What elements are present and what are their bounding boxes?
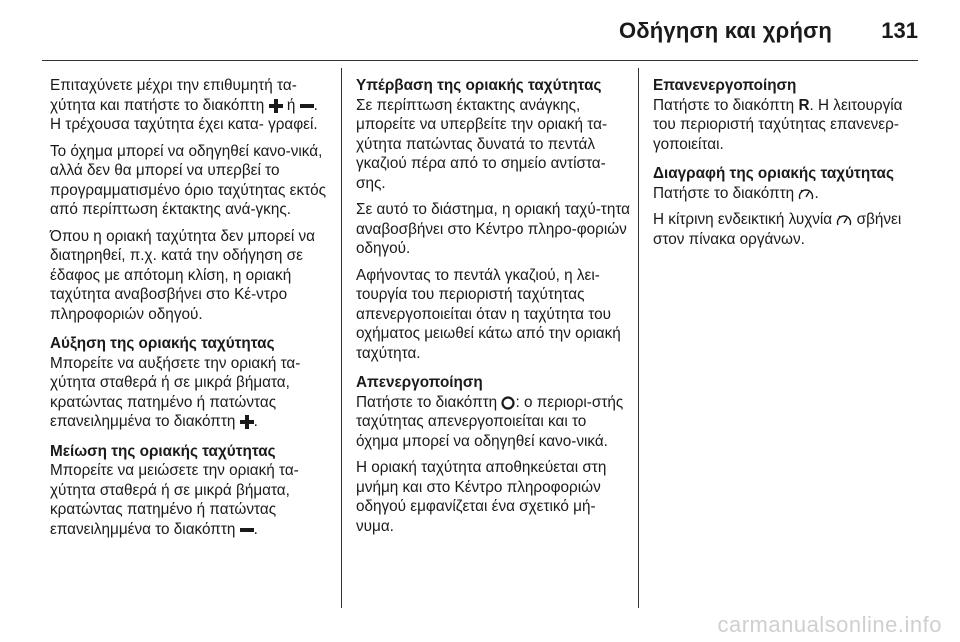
key-r-label: R [798, 96, 810, 114]
page-header [0, 0, 960, 60]
column-1 [50, 76, 326, 546]
paragraph [653, 210, 929, 249]
minus-icon [240, 523, 254, 537]
section-heading: Διαγραφή της οριακής ταχύτητας [653, 165, 894, 182]
text: . [253, 413, 258, 430]
paragraph: Η οριακή ταχύτητα αποθηκεύεται στη μνήμη και στο Κέντρο πληροφοριών οδηγού εμφανίζεται ένα σχετικό μή-νυμα. [356, 459, 607, 535]
text: . Η τρέχουσα ταχύτητα έχει κατα- [50, 96, 318, 133]
paragraph: Όπου η οριακή ταχύτητα δεν μπορεί να διατηρηθεί, π.χ. κατά την οδήγηση σε έδαφος με απότομη κλίση, η οριακή ταχύτητα αναβοσβήνει στο Κέ-ντρο πληροφοριών οδηγού. [50, 227, 316, 323]
text: . [253, 520, 258, 538]
minus-icon [300, 99, 314, 113]
column-divider [341, 68, 342, 608]
section-heading: Μείωση της οριακής ταχύτητας [50, 442, 276, 460]
text: Επιταχύνετε μέχρι την επιθυμητή τα- [50, 77, 297, 94]
section-heading: Υπέρβαση της οριακής ταχύτητας [356, 77, 602, 94]
text: . Η λειτουργία του περιοριστή ταχύτητας επανενερ-γοποιείται. [653, 96, 903, 153]
paragraph [50, 461, 326, 539]
paragraph [50, 354, 326, 432]
watermark-logo: carmanualsonline.info [717, 612, 942, 637]
text: ή [286, 96, 296, 114]
text: Πατήστε το διακόπτη [356, 393, 498, 411]
plus-icon [240, 415, 254, 429]
page-number: 131 [881, 18, 918, 43]
speed-limiter-icon [798, 187, 814, 201]
paragraph: Αφήνοντας το πεντάλ γκαζιού, η λει-τουργία του περιοριστή ταχύτητας απενεργοποιείται όταν η ταχύτητα του οχήματος μειωθεί κάτω από την οριακή ταχύτητα. [356, 266, 621, 362]
text: Η κίτρινη ενδεικτική λυχνία [653, 211, 833, 228]
plus-icon [269, 99, 283, 113]
paragraph [50, 76, 326, 135]
text: : ο περιορι-στής ταχύτητας απενεργοποιείται και το όχημα μπορεί να οδηγηθεί κανο-νικά. [356, 393, 624, 450]
paragraph [356, 393, 632, 452]
section-heading: Επανενεργοποίηση [653, 77, 797, 94]
paragraph [653, 184, 929, 204]
text: Πατήστε το διακόπτη [653, 184, 795, 202]
column-3 [653, 76, 929, 256]
text: σβήνει στον πίνακα οργάνων. [653, 211, 902, 248]
text: γραφεί. [268, 116, 318, 133]
text: Μπορείτε να μειώσετε την οριακή τα-χύτητα σταθερά ή σε μικρά βήματα, κρατώντας πατημένο ή πατώντας επανειλημμένα το διακόπτη [50, 462, 299, 538]
paragraph [653, 96, 929, 155]
text: χύτητα και πατήστε το διακόπτη [50, 96, 265, 114]
page-title: Οδήγηση και χρήση [618, 18, 832, 43]
circle-off-icon [501, 396, 515, 410]
column-2 [356, 76, 632, 543]
section-heading: Απενεργοποίηση [356, 374, 483, 391]
text: . [814, 184, 819, 202]
text: Μπορείτε να αυξήσετε την οριακή τα-χύτητα σταθερά ή σε μικρά βήματα, κρατώντας πατημένο ή πατώντας επανειλημμένα το διακόπτη [50, 354, 301, 430]
paragraph: Το όχημα μπορεί να οδηγηθεί κανο-νικά, αλλά δεν θα μπορεί να υπερβεί το προγραμματισμένο όριο ταχύτητας εκτός από περίπτωση έκτακτης ανά-γκης. [50, 142, 327, 218]
text: Πατήστε το διακόπτη [653, 96, 795, 114]
column-divider [638, 68, 639, 608]
section-heading: Αύξηση της οριακής ταχύτητας [50, 335, 275, 352]
paragraph: Σε αυτό το διάστημα, η οριακή ταχύ-τητα αναβοσβήνει στο Κέντρο πληρο-φοριών οδηγού. [356, 201, 631, 257]
paragraph: Σε περίπτωση έκτακτης ανάγκης, μπορείτε να υπερβείτε την οριακή τα-χύτητα πατώντας δυνατά το πεντάλ γκαζιού πέρα από το σημείο αντίστα-σης. [356, 96, 608, 192]
header-divider [42, 60, 918, 61]
speed-limiter-icon [836, 213, 852, 227]
